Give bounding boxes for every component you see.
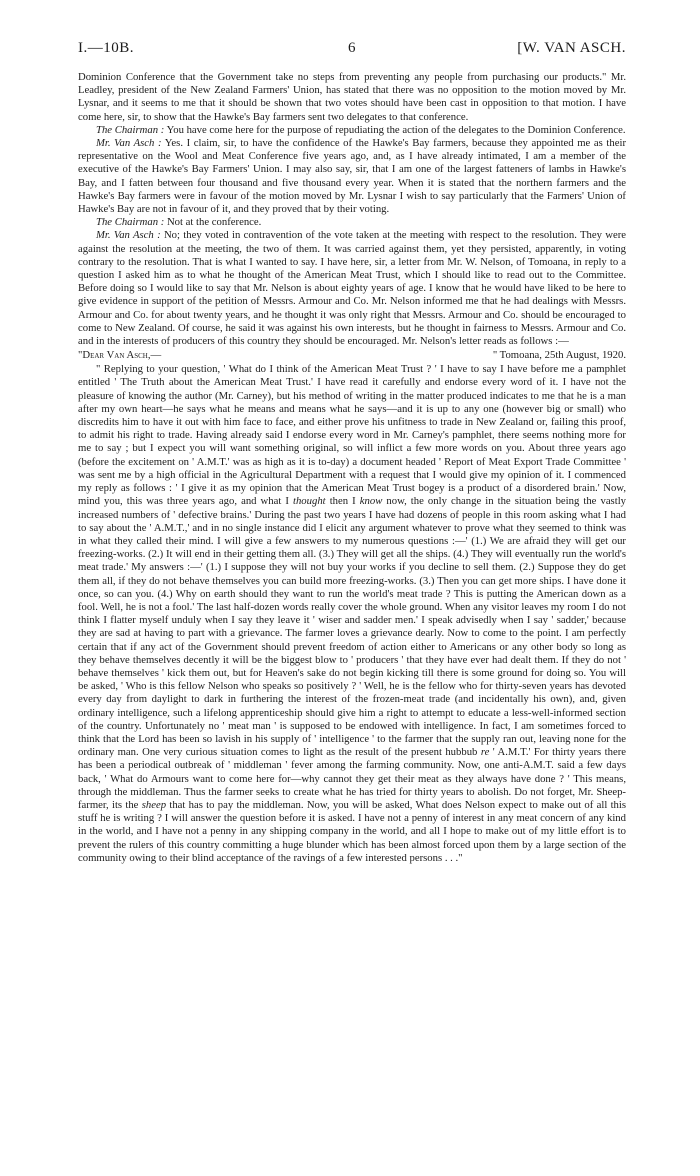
letter-dateline: " Tomoana, 25th August, 1920. [492, 349, 626, 362]
speaker-label: The Chairman : [96, 216, 165, 229]
letter-heading [78, 349, 626, 363]
speaker-label: The Chairman : [96, 123, 165, 136]
witness-name: [W. VAN ASCH. [517, 40, 626, 56]
page-header [78, 40, 626, 62]
speaker-label: Mr. Van Asch : [96, 229, 161, 242]
speaker-label: Mr. Van Asch : [96, 137, 162, 150]
letter-body: " Replying to your question, ' What do I think of the American Meat Trust ? ' I have to say I have before me a pamphlet entitled ' The Truth about the American Meat Trust.' I have read it carefully and endorse every word of it. I have not the pleasure of knowing the author (Mr. Carney), but his method of writing in the matter produced indicates to me that he is a man after my own heart—he says what he means and means what he says—and it is up to any one (however big or small) who discredits him to have it out with him face to face, and either prove his unfitness to trade in New Zealand or, failing this proof, to admit his right to trade. Having already said I endorse every word in Mr. Carney's pamphlet, there seems nothing more for me to say ; but I expect you will want something original, so will inflict a few more words on you. About three years ago (before the excitement on ' A.M.T.' was as high as it is to-day) a document headed ' Report of Meat Export Trade Committee ' was sent me by a high official in the Agricultural Department with a request that I would give my opinion of it. I commenced my reply as follows : ' I give it as my opinion that the American Meat Trust bogey is a product of a disordered brain.' Now, mind you, this was three years ago, and what I thought then I know now, the only change in the situation being the vastly increased numbers of ' defective brains.' During the past two years I have had dozens of people in this room asking what I had to say about the ' A.M.T.,' and in no single instance did I elicit any argument whatever to prove what they seemed to think was in what they called their mind. I will give a few answers to my numerous questions :—' (1.) We are afraid they will get our freezing-works. (2.) It will end in their getting them all. (3.) They will get all the ships. (4.) They will eventually run the world's meat trade.' My answers :—' (1.) I suppose they will not buy your works if you decline to sell them. (2.) Suppose they do get them all, if they do not behave themselves you can build more freezing-works. (3.) Then you can get more ships. I have done it once, so can you. (4.) Why on earth should they want to run the world's meat trade ? This is putting the American down as a fool. Well, he is not a fool.' The last half-dozen words really cover the whole ground. When any visitor leaves my room I do not think I flatter myself unduly when I say they leave it ' wiser and sadder men.' I speak advisedly when I say ' sadder,' because they are sad at having to part with a grievance. The farmer loves a grievance dearly. Now to come to the point. I am perfectly certain that if any act of the Government should prevent freedom of action either to Americans or any other body so long as they behave themselves decently it will be the biggest blow to ' producers ' that they have ever had dealt them. If they do not ' behave themselves ' kick them out, but for Heaven's sake do not begin kicking till there is some ground for doing so. You will be asked, ' Who is this fellow Nelson who speaks so positively ? ' Well, he is the fellow who for thirty-seven years has devoted every day from daylight to dark in furthering the interest of the frozen-meat trade (and incidentally his own), and, given ordinary intelligence, such a lifelong apprenticeship should give him a right to attempt to educate a less-well-informed section of the country. Unfortunately no ' meat man ' is supposed to be endowed with intelligence. In fact, I am sometimes forced to think that the Lord has been so lavish in his supply of ' intelligence ' to the farmer that the supply ran out, leaving none for the ordinary man. One very curious situation comes to light as the result of the present hubbub re ' A.M.T.' For thirty years there has been a periodical outbreak of ' middleman ' fever among the farming community. Now, one anti-A.M.T. said a few days back, ' What do Armours want to come here for—why cannot they get their meat as they always have done ? ' This means, through the middleman. Thus the farmer seeks to create what he has tried for thirty years to abolish. Do not forget, Mr. Sheep-farmer, its the sheep that has to pay the middleman. Now, you will be asked, What does Nelson expect to make out of all this stuff he is writing ? I will answer the question before it is asked. I have not a penny of interest in any meat concern of any kind in the world, and I have not a penny in any shipping company in the world, and all I hope to make out of my little effort is to prevent the rulers of this country committing a huge blunder which has been almost forced upon them by a large section of the community owing to their blind acceptance of the ravings of a few interested persons . . ." [78, 363, 627, 864]
paragraph-chairman-2: The Chairman : Not at the conference. [96, 216, 262, 229]
paragraph-continuation: Dominion Conference that the Government take no steps from preventing any people from purchasing our products." Mr. Leadley, president of the New Zealand Farmers' Union, has stated that there was no opposition to the motion moved by Mr. Lysnar, and it seems to me that it should be shown that two votes should have been cast in opposition to that motion. I have come here, sir, to show that the Hawke's Bay farmers sent two delegates to that conference. [78, 71, 626, 123]
paragraph-chairman-1: The Chairman : You have come here for the purpose of repudiating the action of the delegates to the Dominion Conference. [96, 123, 626, 136]
paragraph-van-asch-1: Mr. Van Asch : Yes. I claim, sir, to have the confidence of the Hawke's Bay farmers, because they appointed me as their representative on the Wool and Meat Conference five years ago, and, as I have already intimated, I am a member of the executive of the Hawke's Bay Farmers' Union. I may also say, sir, that I am one of the largest fatteners of lambs in Hawke's Bay, and I fatten between four thousand and five thousand every year. When it is stated that the northern farmers and the Hawke's Bay farmers were in favour of the motion moved by Mr. Lysnar I wish to say particularly that the Farmers' Union of Hawke's Bay are not in favour of it, and they proved that by their voting. [78, 137, 627, 216]
document-reference: I.—10B. [78, 40, 134, 56]
paragraph-van-asch-2: Mr. Van Asch : No; they voted in contravention of the vote taken at the meeting with respect to the resolution. They were against the resolution at the meeting, the two of them. It was carried against them, yet they persisted, apparently, in voting contrary to the resolution. That is what I wanted to say. I have here, sir, a letter from Mr. W. Nelson, of Tomoana, in reply to a question I asked him as to what he thought of the American Meat Trust, which I should like to read out to the Committee. Before doing so I would like to say that Mr. Nelson is about eighty years of age. I know that he would have liked to be here to give evidence in support of the petition of Messrs. Armour and Co. Mr. Nelson informed me that he had dealings with Messrs. Armour and Co. for about twenty years, and he thought it was only right that Messrs. Armour and Co. should be encouraged to come to New Zealand. Of course, he said it was against his own interests, but he thought in fairness to Messrs. Armour and Co. and in the interests of producers of this country they should be encouraged. Mr. Nelson's letter reads as follows :— [78, 229, 627, 348]
page-number: 6 [348, 40, 356, 56]
letter-salutation: "Dear Van Asch,— [78, 349, 162, 362]
document-body [78, 71, 626, 865]
